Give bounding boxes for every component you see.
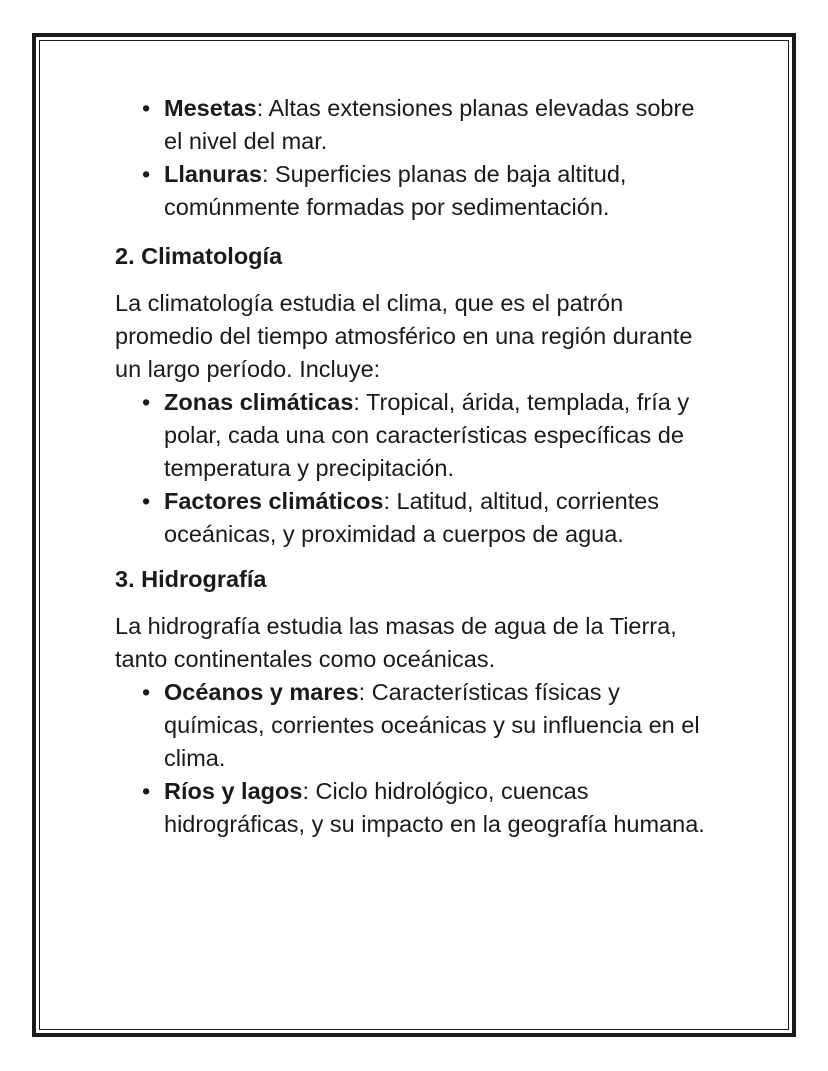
list-item-zonas-climaticas xyxy=(115,386,715,485)
desc-zonas-climaticas: : Tropical, árida, templada, fría y polar, cada una con características específicas de temperatura y precipitación. xyxy=(164,389,690,481)
desc-rios-lagos: : Ciclo hidrológico, cuencas hidrográficas, y su impacto en la geografía humana. xyxy=(164,778,705,837)
bullet-icon: • xyxy=(142,778,151,804)
desc-llanuras: : Superficies planas de baja altitud, comúnmente formadas por sedimentación. xyxy=(164,161,627,220)
desc-mesetas: : Altas extensiones planas elevadas sobre el nivel del mar. xyxy=(164,95,695,154)
document-content xyxy=(115,92,715,841)
section-heading-hidrografia: 3. Hidrografía xyxy=(115,566,267,592)
list-item-mesetas xyxy=(115,92,715,158)
term-mesetas: Mesetas xyxy=(164,95,257,121)
bullet-icon: • xyxy=(142,488,151,514)
bullet-icon: • xyxy=(142,95,151,121)
desc-factores-climaticos: : Latitud, altitud, corrientes oceánicas, y proximidad a cuerpos de agua. xyxy=(164,488,660,547)
desc-oceanos-mares: : Características físicas y químicas, corrientes oceánicas y su influencia en el clima. xyxy=(164,679,700,771)
bullet-icon: • xyxy=(142,679,151,705)
term-zonas-climaticas: Zonas climáticas xyxy=(164,389,354,415)
landforms-list xyxy=(115,92,715,224)
term-factores-climaticos: Factores climáticos xyxy=(164,488,384,514)
paragraph-hidrografia: La hidrografía estudia las masas de agua de la Tierra, tanto continentales como oceánicas. xyxy=(115,613,677,672)
hydrography-list xyxy=(115,676,715,841)
list-item-llanuras xyxy=(115,158,715,224)
term-oceanos-mares: Océanos y mares xyxy=(164,679,359,705)
section-heading-climatologia: 2. Climatología xyxy=(115,243,283,269)
term-rios-lagos: Ríos y lagos xyxy=(164,778,303,804)
climate-list xyxy=(115,386,715,551)
paragraph-climatologia: La climatología estudia el clima, que es el patrón promedio del tiempo atmosférico en una región durante un largo período. Incluye: xyxy=(115,290,693,382)
list-item-factores-climaticos xyxy=(115,485,715,551)
bullet-icon: • xyxy=(142,161,151,187)
term-llanuras: Llanuras xyxy=(164,161,262,187)
bullet-icon: • xyxy=(142,389,151,415)
list-item-oceanos-mares xyxy=(115,676,715,775)
list-item-rios-lagos xyxy=(115,775,715,841)
